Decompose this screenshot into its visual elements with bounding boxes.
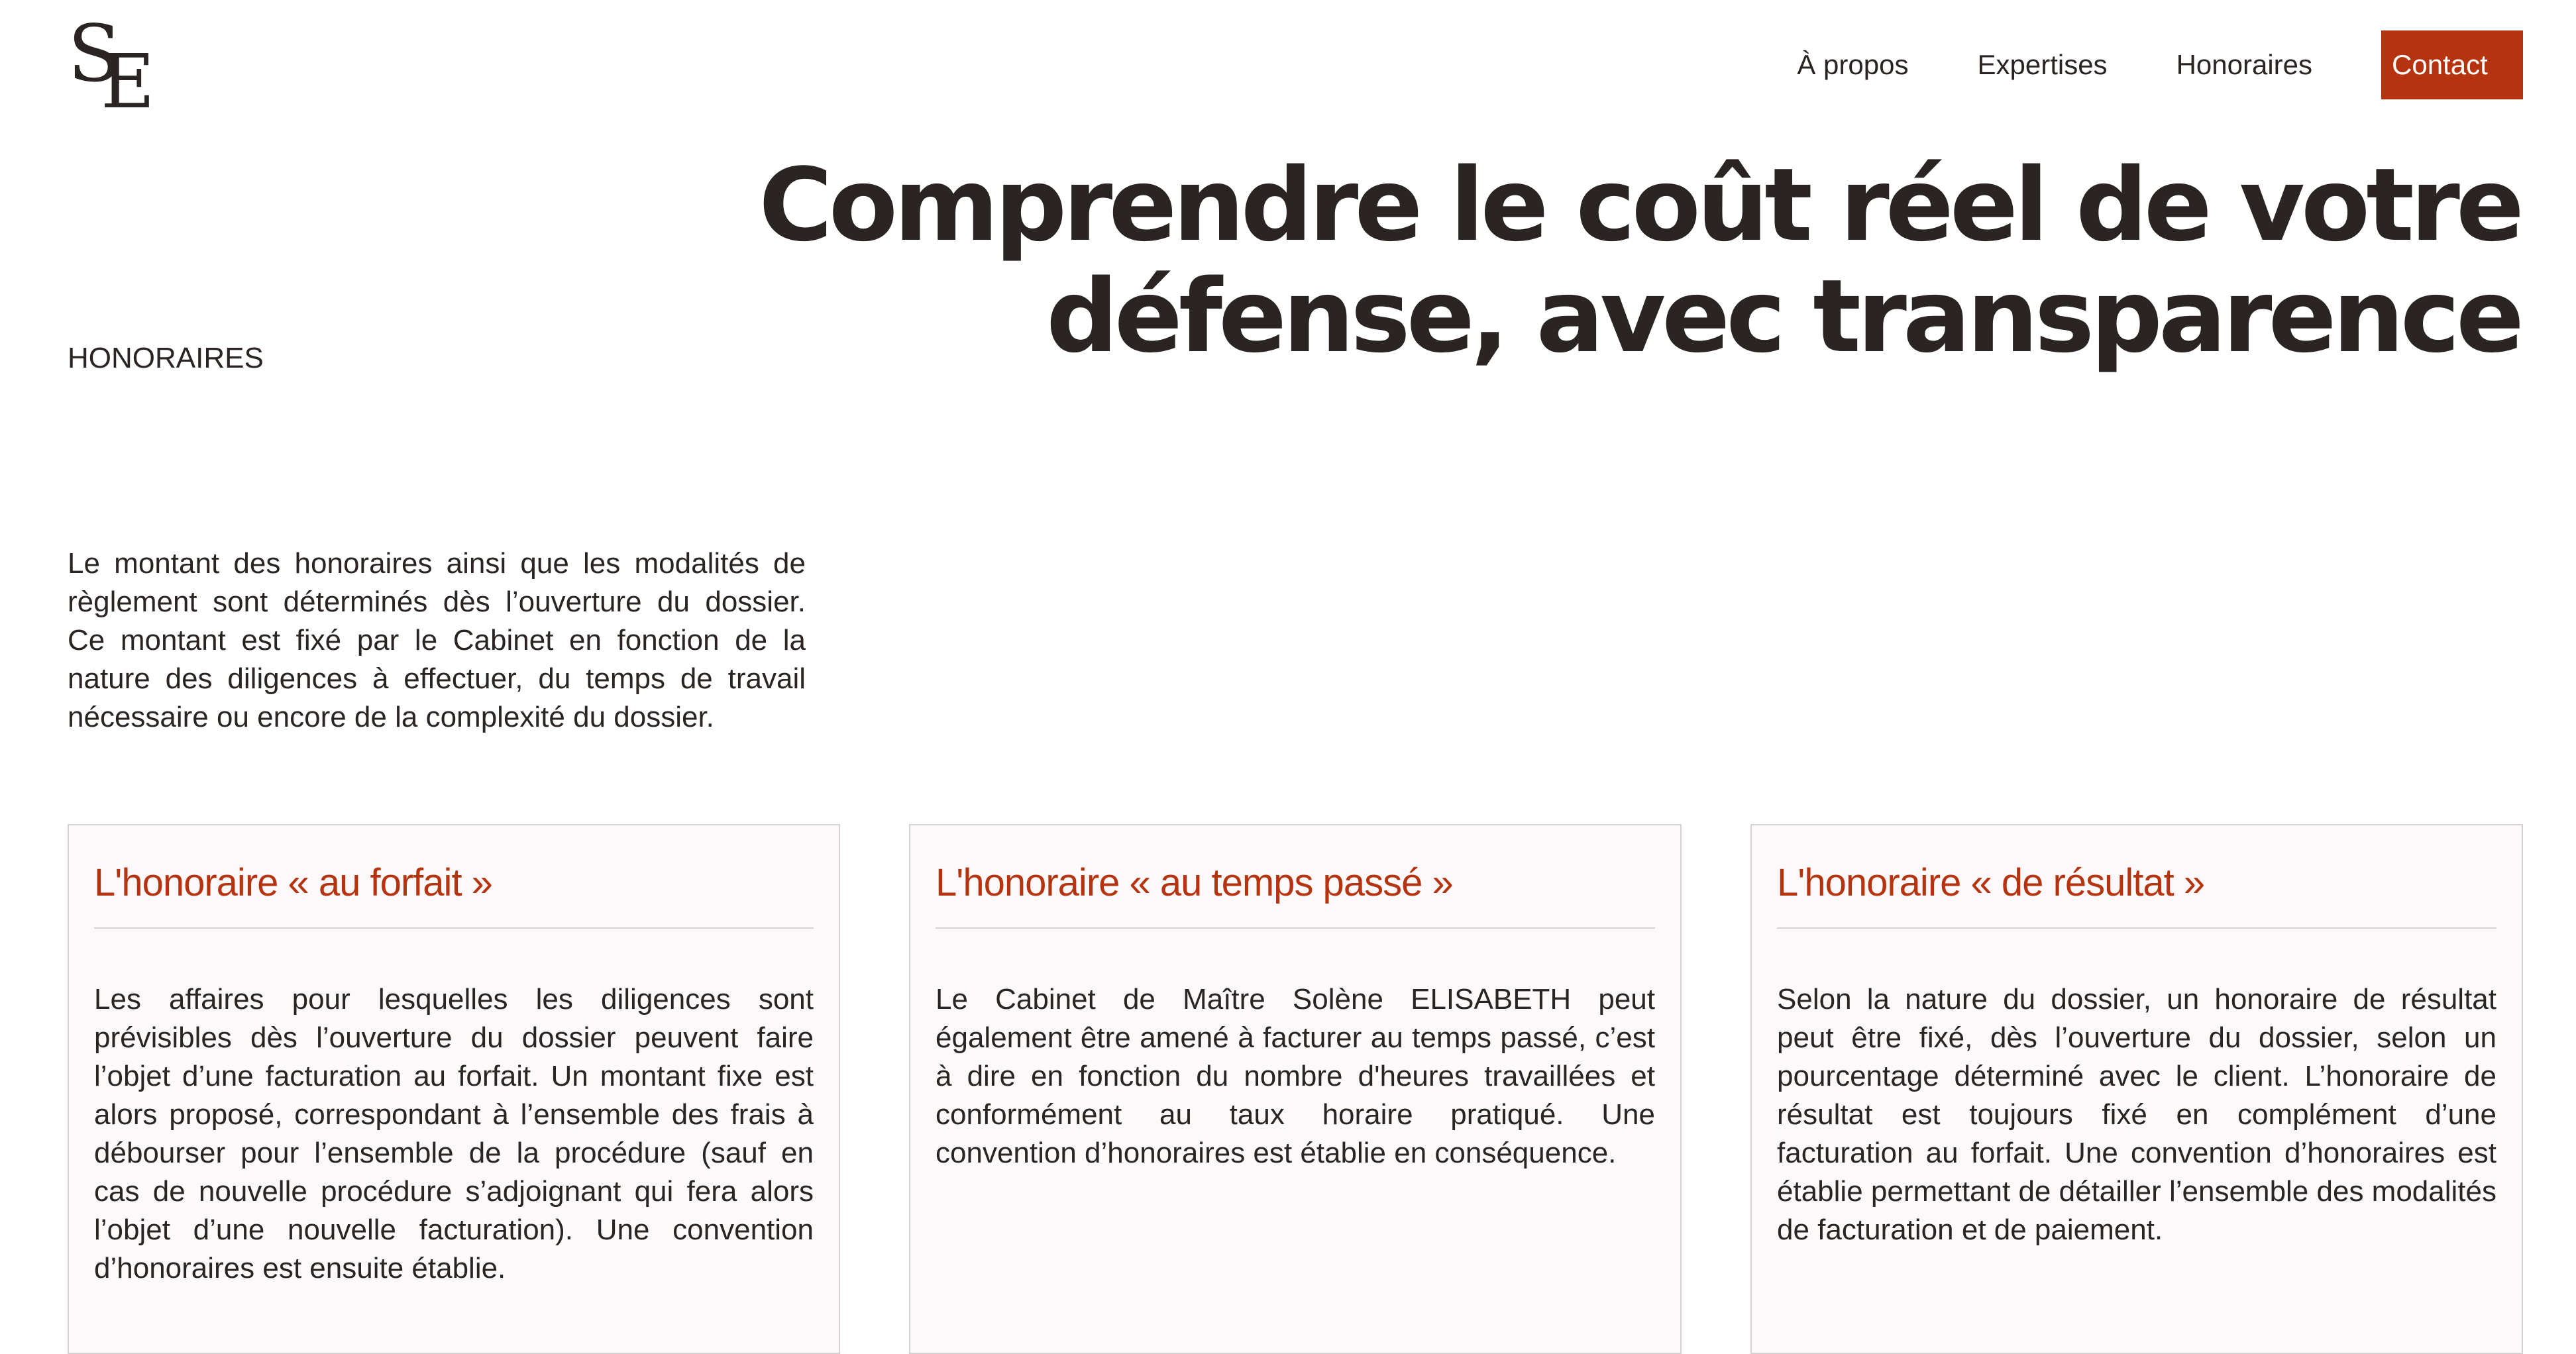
page-title: Comprendre le coût réel de votre défense, avec transparence [759, 146, 2520, 375]
logo-letter-s: S [68, 8, 121, 99]
fee-card-text: Les affaires pour lesquelles les diligences sont prévisibles dès l’ouverture du dossier peuvent faire l’objet d’une facturation au forfait. Un montant fixe est alors proposé, correspondant à l’ensemble des frais à débourser pour l’ensemble de la procédure (sauf en cas de nouvelle procédure s’adjoignant qui fera alors l’objet d’une nouvelle facturation). Une convention d’honoraires est ensuite établie. [94, 983, 814, 1284]
nav-link-expertises[interactable]: Expertises [1977, 49, 2108, 80]
fee-card-resultat [1750, 824, 2523, 1354]
intro-paragraph: Le montant des honoraires ainsi que les modalités de règlement sont déterminés dès l’ouverture du dossier. Ce montant est fixé par le Cabinet en fonction de la nature des diligences à effectuer, du temps de travail nécessaire ou encore de la complexité du dossier. [68, 547, 806, 733]
card-divider [94, 927, 814, 929]
nav-link-a-propos[interactable]: À propos [1797, 49, 1909, 80]
fee-card-forfait [68, 824, 840, 1354]
nav-link-honoraires[interactable]: Honoraires [2176, 49, 2312, 80]
logo-letter-e: E [101, 39, 155, 125]
fee-card-text: Le Cabinet de Maître Solène ELISABETH peut également être amené à facturer au temps passé, c’est à dire en fonction du nombre d'heures travaillées et conformément au taux horaire pratiqué. Une convention d’honoraires est établie en conséquence. [936, 983, 1655, 1169]
fee-cards [68, 824, 2523, 1354]
fee-card-temps-passe [909, 824, 1682, 1354]
card-divider [936, 927, 1655, 929]
fee-card-title: L'honoraire « de résultat » [1777, 861, 2205, 904]
card-divider [1777, 927, 2496, 929]
contact-button[interactable]: Contact [2381, 30, 2523, 99]
fee-card-title: L'honoraire « au temps passé » [936, 861, 1453, 904]
section-label: HONORAIRES [68, 342, 264, 374]
fee-card-title: L'honoraire « au forfait » [94, 861, 492, 904]
fee-card-text: Selon la nature du dossier, un honoraire de résultat peut être fixé, dès l’ouverture du dossier, selon un pourcentage déterminé avec le client. L’honoraire de résultat est toujours fixé en complément d’une facturation au forfait. Une convention d’honoraires est établie permettant de détailler l’ensemble des modalités de facturation et de paiement. [1777, 983, 2496, 1246]
site-logo[interactable] [68, 8, 155, 125]
main-nav [1728, 30, 2523, 99]
